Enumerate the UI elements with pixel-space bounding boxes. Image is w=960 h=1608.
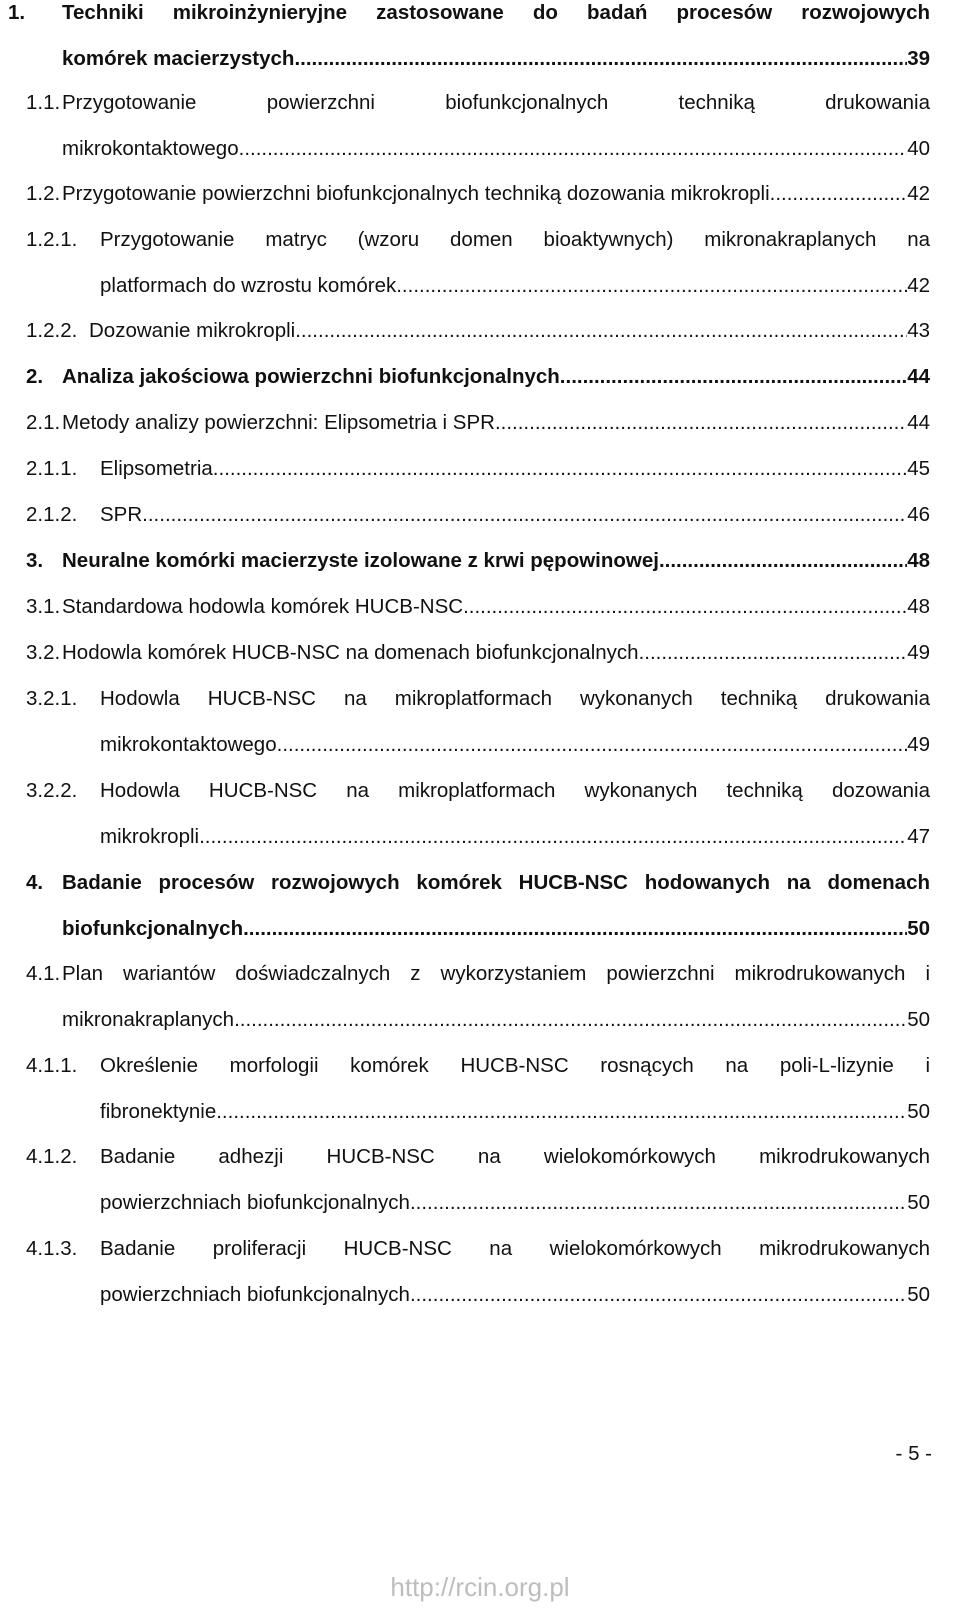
toc-number: 1.1.	[26, 91, 61, 114]
leader-dots	[234, 997, 907, 1043]
toc-number: 3.2.2.	[26, 779, 78, 802]
toc-page-number: 44	[907, 365, 930, 388]
toc-page-number: 40	[907, 137, 930, 160]
toc-leader-line	[100, 814, 930, 860]
leader-dots	[295, 308, 907, 354]
toc-title: komórek macierzystych	[62, 47, 295, 70]
toc-title: Metody analizy powierzchni: Elipsometria i SPR	[62, 411, 495, 434]
toc-title-line: Określenie morfologii komórek HUCB-NSC rosnących na poli-L-lizynie i	[100, 1054, 930, 1077]
toc-title: Hodowla komórek HUCB-NSC na domenach biofunkcjonalnych	[62, 641, 639, 664]
toc-page-number: 46	[907, 503, 930, 526]
leader-dots	[639, 630, 908, 676]
toc-page-number: 48	[907, 549, 930, 572]
toc-number: 4.1.2.	[26, 1145, 78, 1168]
toc-title: mikrokontaktowego	[100, 733, 277, 756]
toc-title-line: Hodowla HUCB-NSC na mikroplatformach wykonanych techniką drukowania	[100, 687, 930, 710]
toc-number: 1.2.	[26, 182, 61, 205]
page-number: - 5 -	[895, 1442, 932, 1465]
toc-leader-line	[62, 630, 930, 676]
toc-number: 4.1.1.	[26, 1054, 78, 1077]
leader-dots	[659, 538, 907, 584]
toc-title: mikrokropli	[100, 825, 200, 848]
toc-title-line: Plan wariantów doświadczalnych z wykorzystaniem powierzchni mikrodrukowanych i	[62, 962, 930, 985]
toc-title: powierzchniach biofunkcjonalnych	[100, 1283, 410, 1306]
toc-number: 2.	[26, 365, 44, 388]
toc-number: 4.	[26, 871, 44, 894]
toc-page-number: 50	[907, 1008, 930, 1031]
toc-number: 3.2.1.	[26, 687, 78, 710]
toc-title: Przygotowanie powierzchni biofunkcjonalnych techniką dozowania mikrokropli	[62, 182, 770, 205]
toc-title-line: Badanie procesów rozwojowych komórek HUCB-NSC hodowanych na domenach	[62, 871, 930, 894]
toc-title: platformach do wzrostu komórek	[100, 274, 397, 297]
toc-title: mikrokontaktowego	[62, 137, 239, 160]
toc-leader-line	[100, 1089, 930, 1135]
toc-title-line: Przygotowanie matryc (wzoru domen bioaktywnych) mikronakraplanych na	[100, 228, 930, 251]
toc-page-number: 47	[907, 825, 930, 848]
toc-leader-line	[62, 126, 930, 172]
leader-dots	[239, 126, 908, 172]
toc-number: 2.1.	[26, 411, 61, 434]
toc-leader-line	[62, 906, 930, 952]
leader-dots	[410, 1272, 907, 1318]
toc-title: SPR	[100, 503, 143, 526]
leader-dots	[213, 446, 907, 492]
toc-number: 4.1.3.	[26, 1237, 78, 1260]
toc-leader-line	[100, 722, 930, 768]
leader-dots	[294, 36, 907, 82]
toc-title: mikronakraplanych	[62, 1008, 235, 1031]
toc-number: 2.1.1.	[26, 457, 78, 480]
toc-number: 2.1.2.	[26, 503, 78, 526]
leader-dots	[560, 354, 907, 400]
toc-number: 3.2.	[26, 641, 61, 664]
toc-title-line: Badanie adhezji HUCB-NSC na wielokomórkowych mikrodrukowanych	[100, 1145, 930, 1168]
toc-leader-line	[62, 538, 930, 584]
leader-dots	[142, 492, 907, 538]
toc-page-number: 44	[907, 411, 930, 434]
toc-title: biofunkcjonalnych	[62, 917, 244, 940]
toc-page-number: 49	[907, 733, 930, 756]
leader-dots	[243, 906, 907, 952]
toc-leader-line	[62, 171, 930, 217]
toc-leader-line	[62, 36, 930, 82]
leader-dots	[396, 263, 907, 309]
toc-page-number: 45	[907, 457, 930, 480]
toc-leader-line	[100, 446, 930, 492]
leader-dots	[410, 1180, 907, 1226]
toc-leader-line	[100, 1272, 930, 1318]
leader-dots	[216, 1089, 907, 1135]
toc-page-number: 50	[907, 1283, 930, 1306]
toc-page-number: 42	[907, 182, 930, 205]
toc-title-line: Badanie proliferacji HUCB-NSC na wielokomórkowych mikrodrukowanych	[100, 1237, 930, 1260]
toc-leader-line	[100, 492, 930, 538]
toc-leader-line	[62, 354, 930, 400]
toc-number: 3.	[26, 549, 44, 572]
toc-number: 1.2.2.	[26, 319, 78, 342]
leader-dots	[495, 400, 907, 446]
toc-page-number: 50	[907, 1100, 930, 1123]
toc-leader-line	[62, 400, 930, 446]
toc-leader-line	[100, 263, 930, 309]
toc-page-number: 50	[907, 1191, 930, 1214]
toc-page-number: 48	[907, 595, 930, 618]
toc-title: Standardowa hodowla komórek HUCB-NSC	[62, 595, 464, 618]
toc-number: 1.	[8, 1, 26, 24]
toc-number: 4.1.	[26, 962, 61, 985]
toc-page-number: 42	[907, 274, 930, 297]
toc-title: Neuralne komórki macierzyste izolowane z krwi pępowinowej	[62, 549, 659, 572]
toc-title-line: Przygotowanie powierzchni biofunkcjonalnych techniką drukowania	[62, 91, 930, 114]
toc-title: powierzchniach biofunkcjonalnych	[100, 1191, 410, 1214]
toc-leader-line	[62, 997, 930, 1043]
leader-dots	[277, 722, 908, 768]
leader-dots	[463, 584, 907, 630]
toc-page-number: 49	[907, 641, 930, 664]
toc-page-number: 50	[907, 917, 930, 940]
leader-dots	[199, 814, 907, 860]
toc-title: Dozowanie mikrokropli	[89, 319, 296, 342]
toc-number: 3.1.	[26, 595, 61, 618]
toc-title-line: Hodowla HUCB-NSC na mikroplatformach wykonanych techniką dozowania	[100, 779, 930, 802]
toc-leader-line	[89, 308, 930, 354]
toc-title-line: Techniki mikroinżynieryjne zastosowane do badań procesów rozwojowych	[62, 1, 930, 24]
toc-number: 1.2.1.	[26, 228, 78, 251]
toc-leader-line	[100, 1180, 930, 1226]
footer-url: http://rcin.org.pl	[390, 1572, 570, 1602]
toc-title: Elipsometria	[100, 457, 213, 480]
toc-page-number: 43	[907, 319, 930, 342]
toc-leader-line	[62, 584, 930, 630]
leader-dots	[770, 171, 908, 217]
toc-page-number: 39	[907, 47, 930, 70]
toc-title: Analiza jakościowa powierzchni biofunkcjonalnych	[62, 365, 560, 388]
toc-title: fibronektynie	[100, 1100, 217, 1123]
